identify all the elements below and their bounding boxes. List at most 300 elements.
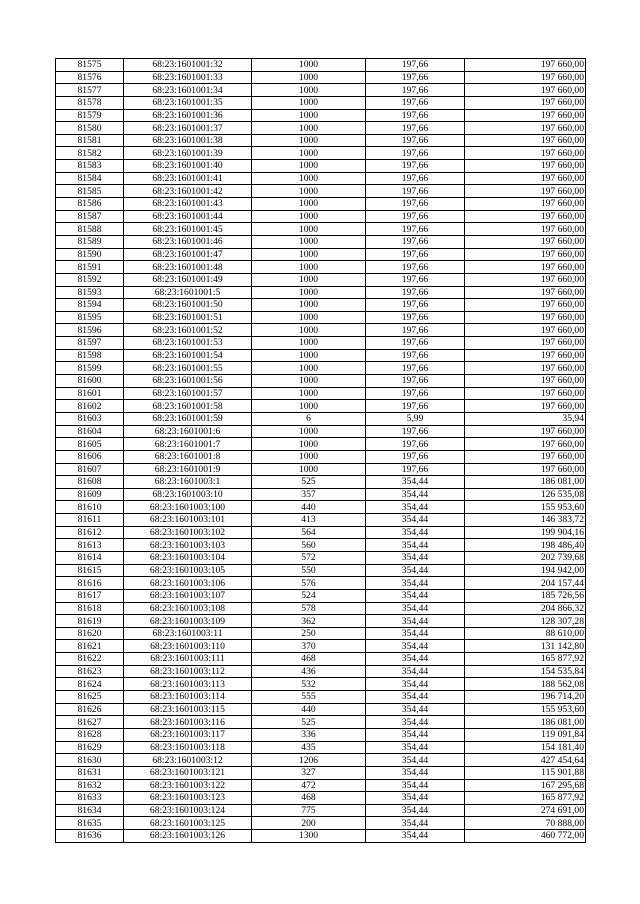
price-cell: 197,66 bbox=[366, 84, 465, 97]
area-cell: 1000 bbox=[252, 210, 366, 223]
cadastral-number-cell: 68:23:1601001:56 bbox=[124, 375, 252, 388]
area-cell: 6 bbox=[252, 412, 366, 425]
row-number-cell: 81604 bbox=[56, 425, 124, 438]
table-row bbox=[56, 728, 586, 741]
row-number-cell: 81583 bbox=[56, 160, 124, 173]
value-cell: 197 660,00 bbox=[465, 463, 586, 476]
cadastral-number-cell: 68:23:1601001:55 bbox=[124, 362, 252, 375]
price-cell: 354,44 bbox=[366, 716, 465, 729]
value-cell: 155 953,60 bbox=[465, 501, 586, 514]
price-cell: 197,66 bbox=[366, 324, 465, 337]
row-number-cell: 81610 bbox=[56, 501, 124, 514]
row-number-cell: 81628 bbox=[56, 728, 124, 741]
price-cell: 197,66 bbox=[366, 248, 465, 261]
area-cell: 1000 bbox=[252, 172, 366, 185]
value-cell: 131 142,80 bbox=[465, 640, 586, 653]
row-number-cell: 81591 bbox=[56, 261, 124, 274]
area-cell: 327 bbox=[252, 766, 366, 779]
price-cell: 354,44 bbox=[366, 703, 465, 716]
cadastral-number-cell: 68:23:1601001:7 bbox=[124, 438, 252, 451]
table-row bbox=[56, 716, 586, 729]
table-row bbox=[56, 741, 586, 754]
row-number-cell: 81584 bbox=[56, 172, 124, 185]
table-row bbox=[56, 172, 586, 185]
price-cell: 197,66 bbox=[366, 362, 465, 375]
price-cell: 197,66 bbox=[366, 463, 465, 476]
value-cell: 154 535,84 bbox=[465, 665, 586, 678]
cadastral-number-cell: 68:23:1601003:121 bbox=[124, 766, 252, 779]
row-number-cell: 81619 bbox=[56, 615, 124, 628]
price-cell: 354,44 bbox=[366, 501, 465, 514]
value-cell: 197 660,00 bbox=[465, 438, 586, 451]
table-row bbox=[56, 109, 586, 122]
table-row bbox=[56, 602, 586, 615]
value-cell: 197 660,00 bbox=[465, 387, 586, 400]
value-cell: 165 877,92 bbox=[465, 792, 586, 805]
price-cell: 354,44 bbox=[366, 741, 465, 754]
table-row bbox=[56, 147, 586, 160]
table-row bbox=[56, 299, 586, 312]
price-cell: 197,66 bbox=[366, 425, 465, 438]
price-cell: 197,66 bbox=[366, 273, 465, 286]
price-cell: 197,66 bbox=[366, 223, 465, 236]
cadastral-number-cell: 68:23:1601001:52 bbox=[124, 324, 252, 337]
area-cell: 1000 bbox=[252, 299, 366, 312]
table-row bbox=[56, 703, 586, 716]
table-row bbox=[56, 400, 586, 413]
cadastral-number-cell: 68:23:1601003:107 bbox=[124, 589, 252, 602]
row-number-cell: 81607 bbox=[56, 463, 124, 476]
table-row bbox=[56, 349, 586, 362]
table-row bbox=[56, 678, 586, 691]
price-cell: 197,66 bbox=[366, 134, 465, 147]
cadastral-number-cell: 68:23:1601003:109 bbox=[124, 615, 252, 628]
table-row bbox=[56, 185, 586, 198]
area-cell: 1000 bbox=[252, 71, 366, 84]
row-number-cell: 81631 bbox=[56, 766, 124, 779]
area-cell: 1000 bbox=[252, 450, 366, 463]
price-cell: 5,99 bbox=[366, 412, 465, 425]
value-cell: 186 081,00 bbox=[465, 716, 586, 729]
value-cell: 197 660,00 bbox=[465, 261, 586, 274]
cadastral-number-cell: 68:23:1601003:101 bbox=[124, 514, 252, 527]
table-row bbox=[56, 476, 586, 489]
row-number-cell: 81622 bbox=[56, 653, 124, 666]
row-number-cell: 81618 bbox=[56, 602, 124, 615]
cadastral-number-cell: 68:23:1601003:110 bbox=[124, 640, 252, 653]
row-number-cell: 81586 bbox=[56, 198, 124, 211]
price-cell: 354,44 bbox=[366, 804, 465, 817]
price-cell: 354,44 bbox=[366, 551, 465, 564]
table-row bbox=[56, 640, 586, 653]
value-cell: 202 739,68 bbox=[465, 551, 586, 564]
area-cell: 1000 bbox=[252, 324, 366, 337]
table-row bbox=[56, 830, 586, 843]
cadastral-number-cell: 68:23:1601001:8 bbox=[124, 450, 252, 463]
area-cell: 1000 bbox=[252, 387, 366, 400]
cadastral-number-cell: 68:23:1601001:49 bbox=[124, 273, 252, 286]
cadastral-number-cell: 68:23:1601003:125 bbox=[124, 817, 252, 830]
price-cell: 354,44 bbox=[366, 526, 465, 539]
value-cell: 204 157,44 bbox=[465, 577, 586, 590]
row-number-cell: 81595 bbox=[56, 311, 124, 324]
row-number-cell: 81608 bbox=[56, 476, 124, 489]
table-row bbox=[56, 362, 586, 375]
table-row bbox=[56, 804, 586, 817]
table-row bbox=[56, 375, 586, 388]
cadastral-number-cell: 68:23:1601001:50 bbox=[124, 299, 252, 312]
price-cell: 354,44 bbox=[366, 488, 465, 501]
area-cell: 1000 bbox=[252, 134, 366, 147]
row-number-cell: 81630 bbox=[56, 754, 124, 767]
area-cell: 1000 bbox=[252, 160, 366, 173]
area-cell: 1000 bbox=[252, 273, 366, 286]
row-number-cell: 81632 bbox=[56, 779, 124, 792]
value-cell: 197 660,00 bbox=[465, 160, 586, 173]
price-cell: 197,66 bbox=[366, 96, 465, 109]
row-number-cell: 81597 bbox=[56, 337, 124, 350]
area-cell: 555 bbox=[252, 691, 366, 704]
table-row bbox=[56, 198, 586, 211]
area-cell: 1000 bbox=[252, 261, 366, 274]
cadastral-number-cell: 68:23:1601003:1 bbox=[124, 476, 252, 489]
table-body bbox=[56, 59, 586, 843]
table-row bbox=[56, 450, 586, 463]
value-cell: 154 181,40 bbox=[465, 741, 586, 754]
cadastral-number-cell: 68:23:1601001:47 bbox=[124, 248, 252, 261]
price-cell: 197,66 bbox=[366, 311, 465, 324]
cadastral-number-cell: 68:23:1601003:104 bbox=[124, 551, 252, 564]
table-row bbox=[56, 766, 586, 779]
value-cell: 115 901,88 bbox=[465, 766, 586, 779]
price-cell: 197,66 bbox=[366, 109, 465, 122]
row-number-cell: 81594 bbox=[56, 299, 124, 312]
value-cell: 197 660,00 bbox=[465, 248, 586, 261]
row-number-cell: 81581 bbox=[56, 134, 124, 147]
table-row bbox=[56, 337, 586, 350]
row-number-cell: 81576 bbox=[56, 71, 124, 84]
cadastral-number-cell: 68:23:1601003:100 bbox=[124, 501, 252, 514]
table-row bbox=[56, 564, 586, 577]
table-row bbox=[56, 653, 586, 666]
table-row bbox=[56, 779, 586, 792]
cadastral-number-cell: 68:23:1601003:116 bbox=[124, 716, 252, 729]
value-cell: 197 660,00 bbox=[465, 109, 586, 122]
table-row bbox=[56, 261, 586, 274]
value-cell: 197 660,00 bbox=[465, 198, 586, 211]
table-row bbox=[56, 122, 586, 135]
value-cell: 197 660,00 bbox=[465, 299, 586, 312]
price-cell: 197,66 bbox=[366, 59, 465, 72]
price-cell: 354,44 bbox=[366, 792, 465, 805]
area-cell: 576 bbox=[252, 577, 366, 590]
value-cell: 197 660,00 bbox=[465, 122, 586, 135]
cadastral-number-cell: 68:23:1601003:105 bbox=[124, 564, 252, 577]
price-cell: 354,44 bbox=[366, 691, 465, 704]
price-cell: 197,66 bbox=[366, 235, 465, 248]
cadastral-number-cell: 68:23:1601001:5 bbox=[124, 286, 252, 299]
table-row bbox=[56, 96, 586, 109]
price-cell: 354,44 bbox=[366, 640, 465, 653]
table-row bbox=[56, 387, 586, 400]
row-number-cell: 81616 bbox=[56, 577, 124, 590]
table-row bbox=[56, 539, 586, 552]
parcel-table bbox=[55, 58, 586, 843]
area-cell: 440 bbox=[252, 501, 366, 514]
area-cell: 1000 bbox=[252, 349, 366, 362]
row-number-cell: 81588 bbox=[56, 223, 124, 236]
area-cell: 1000 bbox=[252, 96, 366, 109]
value-cell: 155 953,60 bbox=[465, 703, 586, 716]
price-cell: 197,66 bbox=[366, 286, 465, 299]
price-cell: 197,66 bbox=[366, 147, 465, 160]
value-cell: 197 660,00 bbox=[465, 235, 586, 248]
price-cell: 197,66 bbox=[366, 172, 465, 185]
value-cell: 197 660,00 bbox=[465, 147, 586, 160]
table-row bbox=[56, 425, 586, 438]
row-number-cell: 81599 bbox=[56, 362, 124, 375]
price-cell: 354,44 bbox=[366, 539, 465, 552]
cadastral-number-cell: 68:23:1601003:102 bbox=[124, 526, 252, 539]
area-cell: 1000 bbox=[252, 109, 366, 122]
price-cell: 197,66 bbox=[366, 438, 465, 451]
area-cell: 370 bbox=[252, 640, 366, 653]
price-cell: 197,66 bbox=[366, 299, 465, 312]
cadastral-number-cell: 68:23:1601003:124 bbox=[124, 804, 252, 817]
row-number-cell: 81590 bbox=[56, 248, 124, 261]
cadastral-number-cell: 68:23:1601001:59 bbox=[124, 412, 252, 425]
row-number-cell: 81575 bbox=[56, 59, 124, 72]
table-row bbox=[56, 792, 586, 805]
value-cell: 186 081,00 bbox=[465, 476, 586, 489]
cadastral-number-cell: 68:23:1601003:114 bbox=[124, 691, 252, 704]
table-row bbox=[56, 526, 586, 539]
area-cell: 1000 bbox=[252, 235, 366, 248]
table-row bbox=[56, 589, 586, 602]
value-cell: 126 535,08 bbox=[465, 488, 586, 501]
area-cell: 1300 bbox=[252, 830, 366, 843]
value-cell: 274 691,00 bbox=[465, 804, 586, 817]
area-cell: 1000 bbox=[252, 59, 366, 72]
value-cell: 199 904,16 bbox=[465, 526, 586, 539]
row-number-cell: 81636 bbox=[56, 830, 124, 843]
price-cell: 354,44 bbox=[366, 564, 465, 577]
price-cell: 354,44 bbox=[366, 602, 465, 615]
cadastral-number-cell: 68:23:1601003:112 bbox=[124, 665, 252, 678]
row-number-cell: 81611 bbox=[56, 514, 124, 527]
cadastral-number-cell: 68:23:1601003:108 bbox=[124, 602, 252, 615]
price-cell: 354,44 bbox=[366, 665, 465, 678]
price-cell: 197,66 bbox=[366, 375, 465, 388]
price-cell: 197,66 bbox=[366, 337, 465, 350]
price-cell: 197,66 bbox=[366, 387, 465, 400]
row-number-cell: 81592 bbox=[56, 273, 124, 286]
cadastral-number-cell: 68:23:1601001:42 bbox=[124, 185, 252, 198]
area-cell: 1000 bbox=[252, 147, 366, 160]
row-number-cell: 81593 bbox=[56, 286, 124, 299]
cadastral-number-cell: 68:23:1601003:126 bbox=[124, 830, 252, 843]
row-number-cell: 81602 bbox=[56, 400, 124, 413]
value-cell: 146 383,72 bbox=[465, 514, 586, 527]
area-cell: 468 bbox=[252, 653, 366, 666]
value-cell: 204 866,32 bbox=[465, 602, 586, 615]
row-number-cell: 81580 bbox=[56, 122, 124, 135]
table-row bbox=[56, 324, 586, 337]
table-row bbox=[56, 235, 586, 248]
row-number-cell: 81578 bbox=[56, 96, 124, 109]
row-number-cell: 81598 bbox=[56, 349, 124, 362]
area-cell: 1000 bbox=[252, 438, 366, 451]
price-cell: 354,44 bbox=[366, 754, 465, 767]
value-cell: 194 942,00 bbox=[465, 564, 586, 577]
row-number-cell: 81627 bbox=[56, 716, 124, 729]
area-cell: 550 bbox=[252, 564, 366, 577]
area-cell: 532 bbox=[252, 678, 366, 691]
area-cell: 1000 bbox=[252, 248, 366, 261]
price-cell: 197,66 bbox=[366, 450, 465, 463]
value-cell: 197 660,00 bbox=[465, 425, 586, 438]
row-number-cell: 81613 bbox=[56, 539, 124, 552]
cadastral-number-cell: 68:23:1601001:53 bbox=[124, 337, 252, 350]
area-cell: 468 bbox=[252, 792, 366, 805]
table-row bbox=[56, 514, 586, 527]
area-cell: 250 bbox=[252, 627, 366, 640]
table-row bbox=[56, 248, 586, 261]
row-number-cell: 81603 bbox=[56, 412, 124, 425]
area-cell: 336 bbox=[252, 728, 366, 741]
row-number-cell: 81596 bbox=[56, 324, 124, 337]
area-cell: 1000 bbox=[252, 337, 366, 350]
table-row bbox=[56, 134, 586, 147]
cadastral-number-cell: 68:23:1601001:44 bbox=[124, 210, 252, 223]
table-row bbox=[56, 59, 586, 72]
row-number-cell: 81579 bbox=[56, 109, 124, 122]
price-cell: 354,44 bbox=[366, 476, 465, 489]
value-cell: 197 660,00 bbox=[465, 96, 586, 109]
table-row bbox=[56, 665, 586, 678]
area-cell: 1206 bbox=[252, 754, 366, 767]
table-row bbox=[56, 551, 586, 564]
table-row bbox=[56, 615, 586, 628]
price-cell: 197,66 bbox=[366, 400, 465, 413]
row-number-cell: 81601 bbox=[56, 387, 124, 400]
value-cell: 197 660,00 bbox=[465, 134, 586, 147]
price-cell: 354,44 bbox=[366, 830, 465, 843]
price-cell: 197,66 bbox=[366, 71, 465, 84]
value-cell: 197 660,00 bbox=[465, 450, 586, 463]
cadastral-number-cell: 68:23:1601003:10 bbox=[124, 488, 252, 501]
area-cell: 1000 bbox=[252, 362, 366, 375]
area-cell: 1000 bbox=[252, 198, 366, 211]
cadastral-number-cell: 68:23:1601001:46 bbox=[124, 235, 252, 248]
cadastral-number-cell: 68:23:1601003:122 bbox=[124, 779, 252, 792]
row-number-cell: 81577 bbox=[56, 84, 124, 97]
price-cell: 354,44 bbox=[366, 678, 465, 691]
table-row bbox=[56, 817, 586, 830]
value-cell: 70 888,00 bbox=[465, 817, 586, 830]
value-cell: 197 660,00 bbox=[465, 286, 586, 299]
price-cell: 354,44 bbox=[366, 817, 465, 830]
cadastral-number-cell: 68:23:1601003:115 bbox=[124, 703, 252, 716]
cadastral-number-cell: 68:23:1601003:123 bbox=[124, 792, 252, 805]
value-cell: 165 877,92 bbox=[465, 653, 586, 666]
row-number-cell: 81621 bbox=[56, 640, 124, 653]
area-cell: 1000 bbox=[252, 286, 366, 299]
value-cell: 197 660,00 bbox=[465, 71, 586, 84]
area-cell: 524 bbox=[252, 589, 366, 602]
table-row bbox=[56, 210, 586, 223]
value-cell: 460 772,00 bbox=[465, 830, 586, 843]
price-cell: 197,66 bbox=[366, 210, 465, 223]
value-cell: 197 660,00 bbox=[465, 223, 586, 236]
cadastral-number-cell: 68:23:1601001:9 bbox=[124, 463, 252, 476]
area-cell: 525 bbox=[252, 476, 366, 489]
price-cell: 354,44 bbox=[366, 615, 465, 628]
value-cell: 128 307,28 bbox=[465, 615, 586, 628]
price-cell: 354,44 bbox=[366, 766, 465, 779]
cadastral-number-cell: 68:23:1601003:11 bbox=[124, 627, 252, 640]
value-cell: 197 660,00 bbox=[465, 362, 586, 375]
cadastral-number-cell: 68:23:1601001:40 bbox=[124, 160, 252, 173]
row-number-cell: 81635 bbox=[56, 817, 124, 830]
cadastral-number-cell: 68:23:1601001:35 bbox=[124, 96, 252, 109]
area-cell: 472 bbox=[252, 779, 366, 792]
cadastral-number-cell: 68:23:1601001:41 bbox=[124, 172, 252, 185]
row-number-cell: 81585 bbox=[56, 185, 124, 198]
price-cell: 354,44 bbox=[366, 627, 465, 640]
price-cell: 197,66 bbox=[366, 122, 465, 135]
row-number-cell: 81614 bbox=[56, 551, 124, 564]
row-number-cell: 81582 bbox=[56, 147, 124, 160]
value-cell: 167 295,68 bbox=[465, 779, 586, 792]
cadastral-number-cell: 68:23:1601003:117 bbox=[124, 728, 252, 741]
area-cell: 1000 bbox=[252, 311, 366, 324]
cadastral-number-cell: 68:23:1601001:51 bbox=[124, 311, 252, 324]
row-number-cell: 81615 bbox=[56, 564, 124, 577]
table-row bbox=[56, 438, 586, 451]
row-number-cell: 81589 bbox=[56, 235, 124, 248]
cadastral-number-cell: 68:23:1601003:111 bbox=[124, 653, 252, 666]
area-cell: 200 bbox=[252, 817, 366, 830]
price-cell: 354,44 bbox=[366, 653, 465, 666]
table-row bbox=[56, 223, 586, 236]
table-row bbox=[56, 160, 586, 173]
price-cell: 197,66 bbox=[366, 261, 465, 274]
area-cell: 525 bbox=[252, 716, 366, 729]
area-cell: 436 bbox=[252, 665, 366, 678]
area-cell: 413 bbox=[252, 514, 366, 527]
area-cell: 357 bbox=[252, 488, 366, 501]
cadastral-number-cell: 68:23:1601001:57 bbox=[124, 387, 252, 400]
row-number-cell: 81625 bbox=[56, 691, 124, 704]
value-cell: 197 660,00 bbox=[465, 375, 586, 388]
price-cell: 354,44 bbox=[366, 728, 465, 741]
row-number-cell: 81587 bbox=[56, 210, 124, 223]
area-cell: 560 bbox=[252, 539, 366, 552]
row-number-cell: 81623 bbox=[56, 665, 124, 678]
price-cell: 354,44 bbox=[366, 577, 465, 590]
value-cell: 198 486,40 bbox=[465, 539, 586, 552]
table-row bbox=[56, 84, 586, 97]
table-row bbox=[56, 311, 586, 324]
value-cell: 197 660,00 bbox=[465, 337, 586, 350]
area-cell: 1000 bbox=[252, 223, 366, 236]
cadastral-number-cell: 68:23:1601003:118 bbox=[124, 741, 252, 754]
area-cell: 435 bbox=[252, 741, 366, 754]
row-number-cell: 81609 bbox=[56, 488, 124, 501]
area-cell: 362 bbox=[252, 615, 366, 628]
price-cell: 197,66 bbox=[366, 198, 465, 211]
